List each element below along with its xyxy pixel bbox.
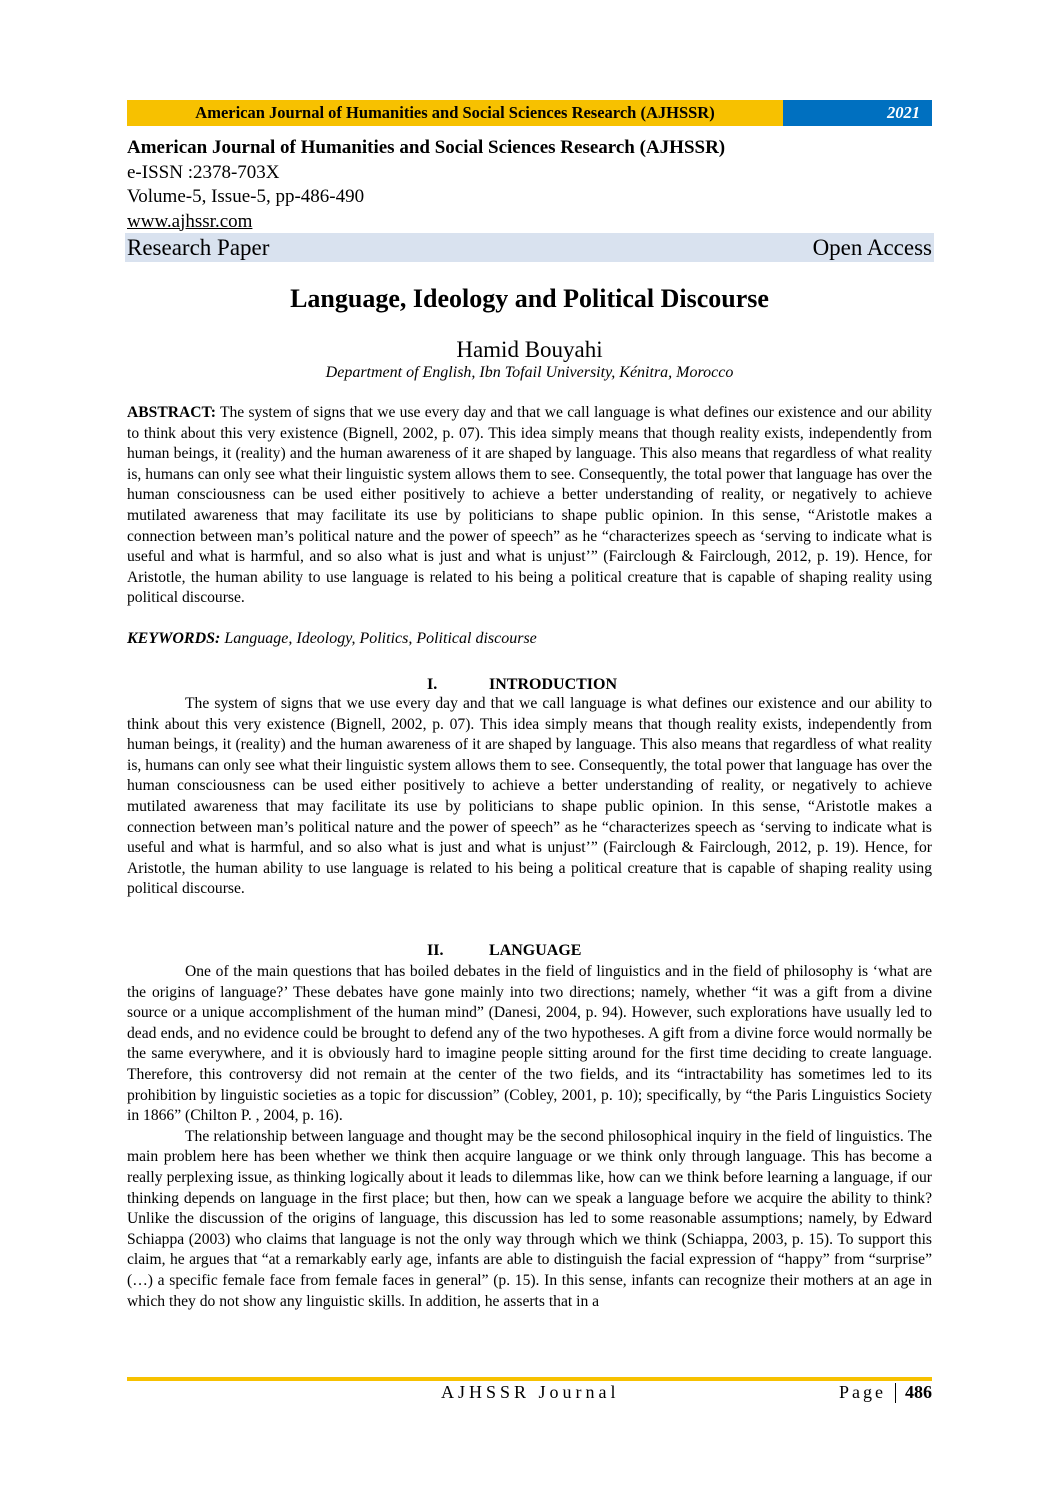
keywords xyxy=(127,630,932,648)
paper-title: Language, Ideology and Political Discourse xyxy=(290,284,769,313)
journal-info xyxy=(127,136,725,234)
footer-page-label: Page xyxy=(839,1382,886,1402)
journal-name: American Journal of Humanities and Social Sciences Research (AJHSSR) xyxy=(127,137,726,158)
footer-journal: AJHSSR Journal xyxy=(441,1382,620,1402)
section-number: II. xyxy=(427,942,444,959)
author-name: Hamid Bouyahi xyxy=(456,337,603,362)
keywords-label: KEYWORDS: xyxy=(127,630,221,647)
paper-type-label: Research Paper xyxy=(127,234,270,260)
language-body xyxy=(127,962,932,1312)
footer-separator xyxy=(895,1383,897,1403)
introduction-body xyxy=(127,694,932,900)
paragraph: The system of signs that we use every day and that we call language is what defines our existence and our ability to think about this very existence (Bignell, 2002, p. 07). This idea simply means that though reality exists, independently from human beings, it (reality) and the human awareness of it are shaped by language. This also means that regardless of what reality is, humans can only see what their linguistic system allows them to see. Consequently, the total power that language has over the human consciousness can be used either positively to achieve a better understanding of reality, or negatively to achieve mutilated awareness that may facilitate its use by politicians to shape public opinion. In this sense, “Aristotle makes a connection between man’s political nature and the power of speech” as he “characterizes speech as ‘serving to indicate what is useful and what is harmful, and so also what is just and what is unjust’” (Fairclough & Fairclough, 2012, p. 19). Hence, for Aristotle, the human ability to use language is related to his being a political creature that is capable of shaping reality using political discourse. xyxy=(127,695,932,898)
footer-page-number: 486 xyxy=(905,1382,932,1402)
paragraph: One of the main questions that has boiled debates in the field of linguistics and in the field of philosophy is ‘what are the origins of language?’ These debates have gone mainly into two directions; namely, whether “it was a gift from a divine source or a unique accomplishment of the human mind” (Danesi, 2004, p. 94). However, such explorations have usually led to dead ends, and no evidence could be brought to defend any of the two hypotheses. A gift from a divine force would normally be the same everywhere, and it is obviously hard to imagine people sitting around for the first time deciding to create language. Therefore, this controversy did not remain at the center of the two fields, and its “intractability has sometimes led to its prohibition by linguistic societies as a topic for discussion” (Cobley, 2001, p. 10); specifically, by “the Paris Linguistics Society in 1866” (Chilton P. , 2004, p. 16). xyxy=(127,963,932,1125)
section-title: LANGUAGE xyxy=(489,942,582,959)
paragraph: The relationship between language and thought may be the second philosophical inquiry in the field of linguistics. The main problem here has been whether we think then acquire language or we think only through language. This has become a really perplexing issue, as thinking logically about it leads to dilemmas like, how can we think before learning a language, if our thinking depends on language in the first place; but then, how can we speak a language before we acquire the ability to think? Unlike the discussion of the origins of language, this discussion has led to some reasonable assumptions; namely, by Edward Schiappa (2003) who claims that language is not the only way through which we think (Schiappa, 2003, p. 15). To support this claim, he argues that “at a remarkably early age, infants are able to distinguish the facial expression of “happy” from “surprise” (…) a specific female face from female faces in general” (p. 15). In this sense, infants can recognize their mothers at an age in which they do not show any linguistic skills. In addition, he asserts that in a xyxy=(127,1127,932,1310)
running-header xyxy=(127,100,932,126)
abstract-label: ABSTRACT: xyxy=(127,404,216,421)
section-title: INTRODUCTION xyxy=(489,676,618,693)
keywords-text: Language, Ideology, Politics, Political discourse xyxy=(220,630,537,647)
page-footer xyxy=(127,1382,932,1408)
journal-volume: Volume-5, Issue-5, pp-486-490 xyxy=(127,186,365,207)
author-affiliation: Department of English, Ibn Tofail University, Kénitra, Morocco xyxy=(325,364,734,381)
journal-issn: e-ISSN :2378-703X xyxy=(127,161,280,183)
paper-type-bar xyxy=(125,233,934,262)
access-type-label: Open Access xyxy=(812,234,932,260)
running-header-journal: American Journal of Humanities and Social Sciences Research (AJHSSR) xyxy=(127,100,783,126)
abstract-text: The system of signs that we use every day and that we call language is what defines our existence and our ability to think about this very existence (Bignell, 2002, p. 07). This idea simply means that though reality exists, independently from human beings, it (reality) and the human awareness of it are shaped by language. This also means that regardless of what reality is, humans can only see what their linguistic system allows them to see. Consequently, the total power that language has over the human consciousness can be used either positively to achieve a better understanding of reality, or negatively to achieve mutilated awareness that may facilitate its use by politicians to shape public opinion. In this sense, “Aristotle makes a connection between man’s political nature and the power of speech” as he “characterizes speech as ‘serving to indicate what is useful and what is harmful, and so also what is just and what is unjust’” (Fairclough & Fairclough, 2012, p. 19). Hence, for Aristotle, the human ability to use language is related to his being a political creature that is capable of shaping reality using political discourse. xyxy=(127,404,932,607)
running-header-year: 2021 xyxy=(783,100,932,126)
journal-url-link[interactable]: www.ajhssr.com xyxy=(127,210,253,232)
footer-rule xyxy=(127,1377,932,1381)
section-number: I. xyxy=(427,676,438,693)
abstract xyxy=(127,403,932,609)
